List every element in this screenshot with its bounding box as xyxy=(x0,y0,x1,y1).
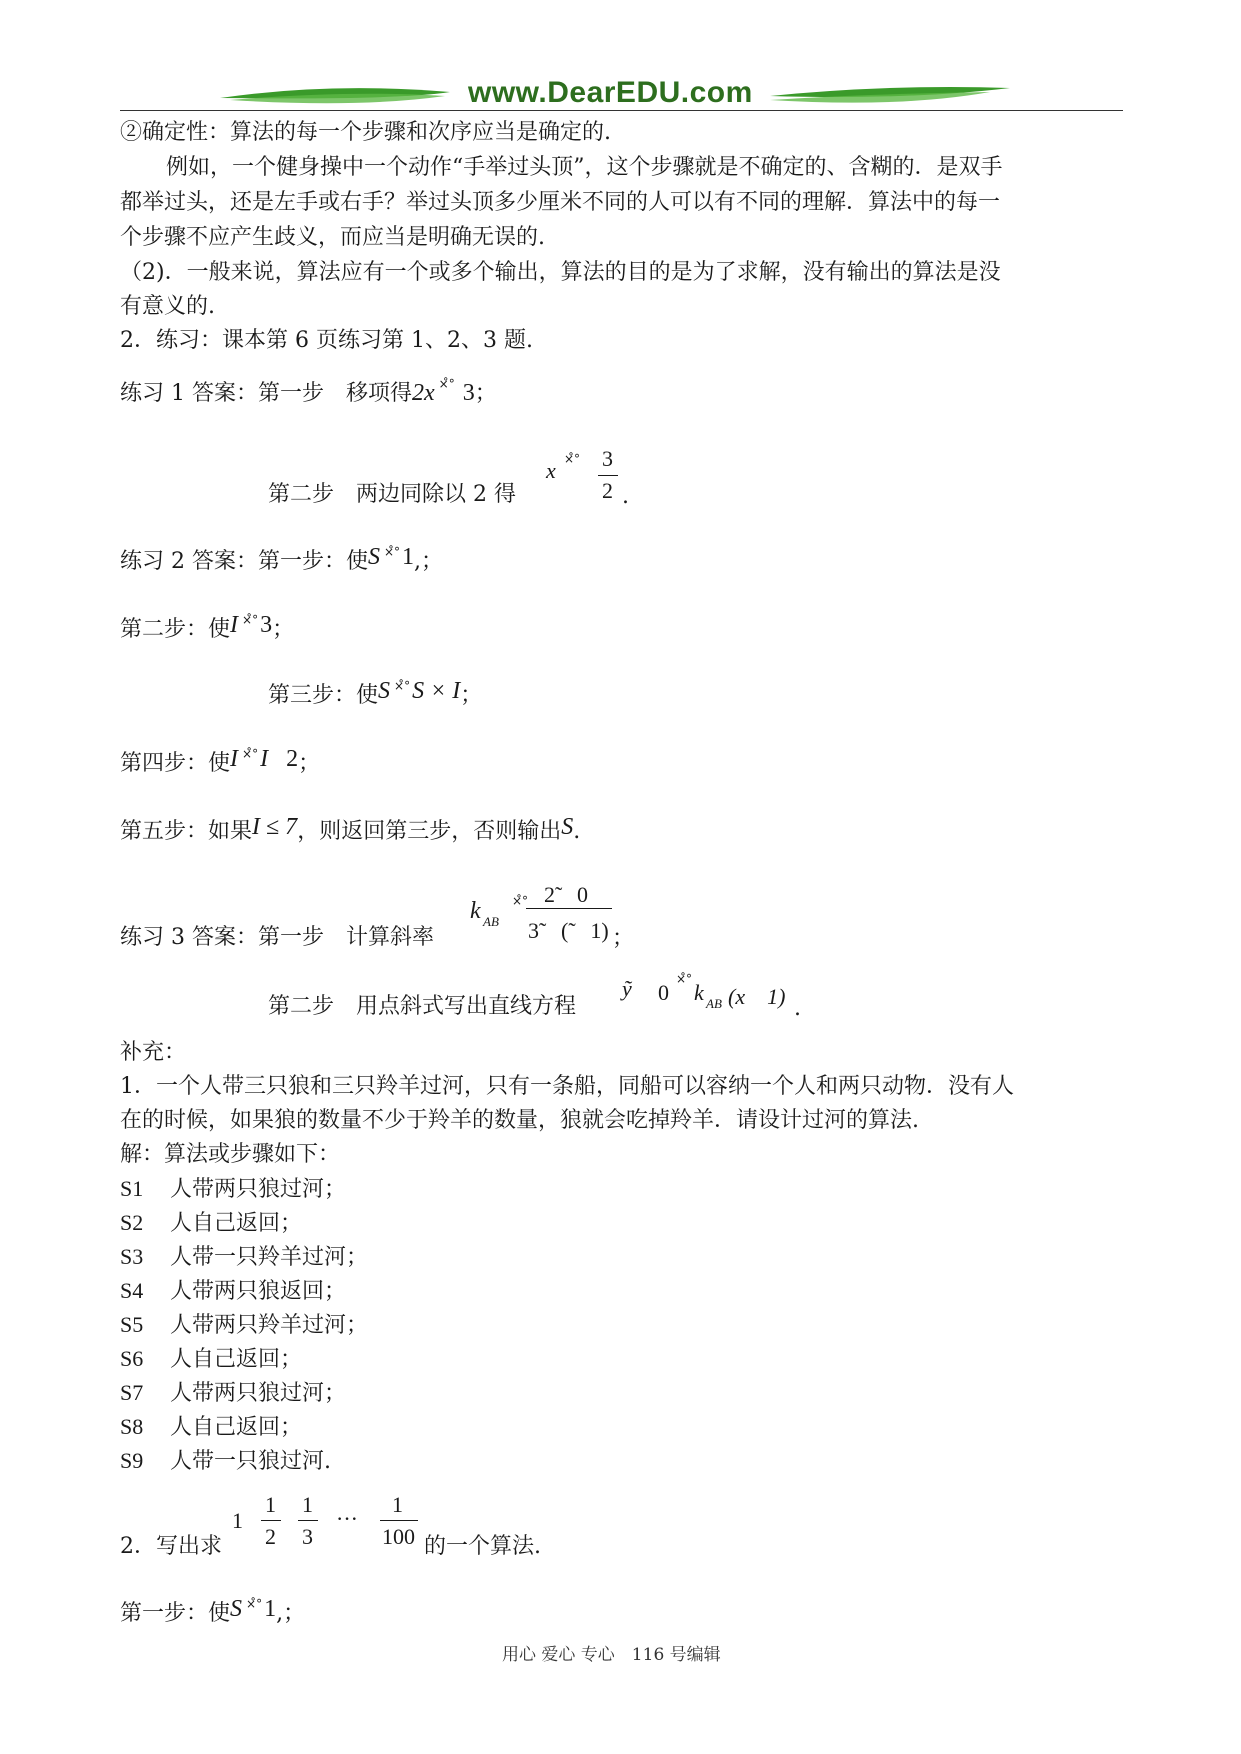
ex2-s1-end: ,； xyxy=(414,549,444,574)
garbled-equals-glyph: ×̊° xyxy=(394,679,411,693)
garbled-equals-glyph: ×̊° xyxy=(246,1597,263,1611)
para-output-line1: （2)．一般来说，算法应有一个或多个输出，算法的目的是为了求解，没有输出的算法是没 xyxy=(120,260,1001,285)
ex3-s2-paren: (x 1) xyxy=(728,984,786,1009)
ex2-s5-S: S xyxy=(561,814,574,840)
ex3-fraction-bar xyxy=(526,908,612,909)
q2-s1-S: S xyxy=(230,1596,243,1622)
ex3-s2-zero: 0 xyxy=(658,980,669,1005)
ex1-step2 xyxy=(268,482,516,508)
garbled-equals-glyph: ×̊° xyxy=(383,545,401,559)
ex3-k: k xyxy=(470,898,481,924)
list-item: S6 人自己返回； xyxy=(120,1346,303,1372)
ex2-s2-end: ； xyxy=(272,617,295,642)
q2-end: 的一个算法. xyxy=(424,1534,541,1559)
ex2-s3-expr: S × I xyxy=(412,678,461,704)
q2-f3-num: 1 xyxy=(392,1492,403,1517)
ex2-s5-cond: I ≤ 7 xyxy=(252,814,298,840)
ex1-rhs: 3 xyxy=(462,380,475,406)
q2-dots: ··· xyxy=(336,1506,358,1531)
garbled-equals-glyph: ×̊° xyxy=(242,613,259,627)
para-example-line2: 都举过头，还是左手或右手？举过头顶多少厘米不同的人可以有不同的理解．算法中的每一 xyxy=(120,190,1001,215)
q1-line2: 在的时候，如果狼的数量不少于羚羊的数量，狼就会吃掉羚羊．请设计过河的算法. xyxy=(120,1108,919,1133)
q2-f3-den: 100 xyxy=(382,1524,415,1549)
garbled-equals-glyph: ×̊° xyxy=(564,452,581,466)
ex3-end: ； xyxy=(612,926,635,951)
ex1-step1 xyxy=(120,377,497,409)
ex2-s3-S: S xyxy=(378,678,391,704)
ex3-k-subscript: AB xyxy=(483,914,499,929)
garbled-equals-glyph: ×̊° xyxy=(438,377,455,391)
ex2-s4-val: 2 xyxy=(286,746,299,772)
list-item: S4 人带两只狼返回； xyxy=(120,1278,347,1304)
ex2-s4-label: 第四步：使 xyxy=(120,751,231,776)
ex3-denominator: 3̃ (̃ 1) xyxy=(528,918,609,943)
garbled-equals-glyph: ×̊° xyxy=(242,747,259,761)
garbled-equals-glyph: ×̊° xyxy=(512,894,529,908)
solution-heading: 解：算法或步骤如下： xyxy=(120,1142,341,1167)
q2-f3-bar xyxy=(380,1520,418,1521)
list-item: S3 人带一只羚羊过河； xyxy=(120,1244,369,1270)
q2-f2-den: 3 xyxy=(302,1524,313,1549)
ex2-step2 xyxy=(120,612,295,645)
q2-f1-num: 1 xyxy=(265,1492,276,1517)
para-determinacy: ②确定性：算法的每一个步骤和次序应当是确定的. xyxy=(120,120,611,145)
supplement-heading: 补充： xyxy=(120,1040,187,1065)
ex1-s2-den: 2 xyxy=(602,478,613,503)
list-item: S8 人自己返回； xyxy=(120,1414,303,1440)
list-item: S1 人带两只狼过河； xyxy=(120,1176,347,1202)
ex2-s2-label: 第二步：使 xyxy=(120,617,231,642)
ex1-s2-fraction-bar xyxy=(598,475,618,476)
para-practice: 2．练习：课本第 6 页练习第 1、2、3 题. xyxy=(120,328,533,353)
q2-step1 xyxy=(120,1596,306,1629)
ex1-s2-end: . xyxy=(622,484,629,509)
ex2-label: 练习 2 答案：第一步：使 xyxy=(120,549,368,574)
ex3-step1-label: 练习 3 答案：第一步 计算斜率 xyxy=(120,925,434,950)
ex2-step5 xyxy=(120,814,581,845)
q2-term-one: 1 xyxy=(232,1508,243,1533)
para-example-line3: 个步骤不应产生歧义，而应当是明确无误的. xyxy=(120,225,545,250)
q1-line1: 1．一个人带三只狼和三只羚羊过河，只有一条船，同船可以容纳一个人和两只动物．没有人 xyxy=(120,1074,1015,1099)
ex2-s3-end: ； xyxy=(460,683,483,708)
ex2-s4-I2: I xyxy=(260,746,269,772)
ex1-lhs: 2x xyxy=(411,380,435,406)
ex3-s2-end: . xyxy=(794,996,801,1021)
q2-f2-num: 1 xyxy=(302,1492,313,1517)
ex2-s5-end: . xyxy=(573,819,581,844)
ex1-end: ； xyxy=(474,381,497,406)
ex1-s2-x: x xyxy=(546,458,556,483)
list-item: S5 人带两只羚羊过河； xyxy=(120,1312,369,1338)
q2-f1-den: 2 xyxy=(265,1524,276,1549)
list-item: S2 人自己返回； xyxy=(120,1210,303,1236)
ex2-step1 xyxy=(120,544,444,577)
ex2-s2-val: 3 xyxy=(260,612,273,638)
q2-s1-val: 1 xyxy=(264,1596,277,1622)
list-item: S7 人带两只狼过河； xyxy=(120,1380,347,1406)
list-item: S9 人带一只狼过河. xyxy=(120,1448,331,1474)
ex3-s2-k-subscript: AB xyxy=(706,996,722,1011)
ex3-numerator: 2̃ 0 xyxy=(544,882,589,907)
para-example-line1: 例如，一个健身操中一个动作“手举过头顶”，这个步骤就是不确定的、含糊的．是双手 xyxy=(166,155,1003,180)
para-output-line2: 有意义的. xyxy=(120,294,215,319)
ex3-s2-k: k xyxy=(694,980,704,1005)
q2-s1-end: ,； xyxy=(276,1601,306,1626)
ex2-s4-end: ； xyxy=(298,751,321,776)
ex2-s1-val: 1 xyxy=(402,544,415,570)
ex2-s4-I: I xyxy=(230,746,239,772)
header-logo-text: www.DearEDU.com xyxy=(468,76,753,109)
q2-s1-label: 第一步：使 xyxy=(120,1601,231,1626)
q2-label: 2．写出求 xyxy=(120,1534,222,1559)
ex3-s2-y: ỹ xyxy=(622,976,632,1001)
ex2-s3-label: 第三步：使 xyxy=(268,683,379,708)
garbled-equals-glyph: ×̊° xyxy=(676,972,693,986)
ex2-s5-mid: ，则返回第三步，否则输出 xyxy=(297,819,562,844)
page-footer: 用心 爱心 专心 116 号编辑 xyxy=(502,1645,721,1665)
ex1-label: 练习 1 答案：第一步 移项得 xyxy=(120,381,412,406)
ex2-step3 xyxy=(268,678,483,711)
ex1-s2-label: 第二步 两边同除以 2 得 xyxy=(268,482,516,507)
q2-f1-bar xyxy=(261,1520,281,1521)
ex2-s5-label: 第五步：如果 xyxy=(120,819,253,844)
steps-list xyxy=(120,1176,368,1482)
ex3-step2-label: 第二步 用点斜式写出直线方程 xyxy=(268,994,577,1019)
ex1-s2-num: 3 xyxy=(602,446,613,471)
ex2-step4 xyxy=(120,746,321,779)
q2-f2-bar xyxy=(298,1520,318,1521)
header-rule xyxy=(120,110,1123,111)
ex2-s2-I: I xyxy=(230,612,239,638)
ex2-s1-S: S xyxy=(367,544,380,570)
